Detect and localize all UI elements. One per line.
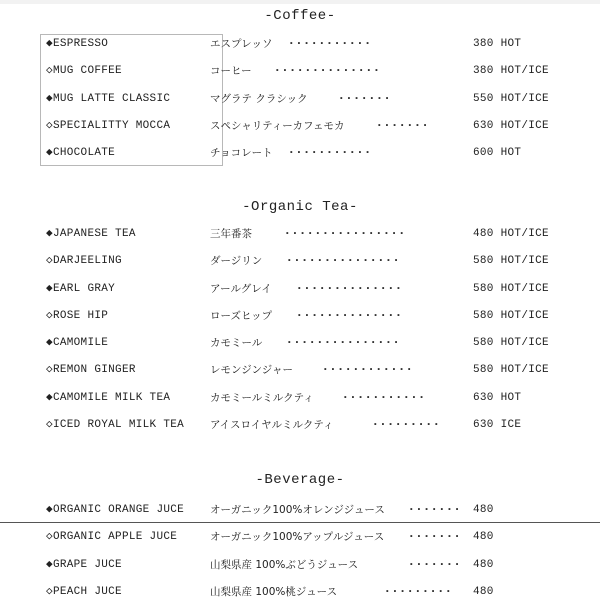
leader-dots: ··········· — [288, 146, 372, 159]
item-price: 630 HOT — [473, 392, 522, 404]
item-price: 600 HOT — [473, 147, 522, 159]
leader-dots: ················ — [284, 227, 406, 240]
leader-dots: ········· — [384, 585, 453, 598]
leader-dots: ······· — [408, 530, 462, 543]
item-name-jp: 山梨県産 100%ぶどうジュース — [210, 559, 359, 571]
menu-item-mug-coffee[interactable] — [46, 62, 586, 80]
menu-item-chocolate[interactable] — [46, 144, 586, 162]
item-name-jp: チョコレート — [210, 147, 273, 159]
item-name-jp: オーガニック100%オレンジジュース — [210, 504, 385, 516]
item-price: 630 HOT/ICE — [473, 120, 549, 132]
item-name-jp: カモミールミルクティ — [210, 392, 314, 404]
item-name-en: ◇ORGANIC APPLE JUCE — [46, 531, 178, 543]
item-name-en: ◇MUG COFFEE — [46, 65, 122, 77]
section-title-beverage: -Beverage- — [255, 472, 345, 488]
item-name-jp: 三年番茶 — [210, 228, 252, 240]
item-name-jp: オーガニック100%アップルジュース — [210, 531, 385, 543]
leader-dots: ······· — [338, 92, 392, 105]
item-name-jp: スペシャリティーカフェモカ — [210, 120, 345, 132]
item-name-jp: レモンジンジャー — [210, 364, 294, 376]
item-price: 480 — [473, 559, 494, 571]
item-price: 380 HOT — [473, 38, 522, 50]
item-name-en: ◆CAMOMILE — [46, 337, 109, 349]
item-price: 380 HOT/ICE — [473, 65, 549, 77]
item-name-en: ◆CHOCOLATE — [46, 147, 116, 159]
section-title-organic-tea: -Organic Tea- — [242, 199, 358, 215]
item-name-en: ◆ORGANIC ORANGE JUCE — [46, 504, 185, 516]
item-name-jp: エスプレッソ — [210, 38, 273, 50]
leader-dots: ········· — [372, 418, 441, 431]
item-price: 550 HOT/ICE — [473, 93, 549, 105]
menu-item-rose-hip[interactable] — [46, 307, 586, 325]
leader-dots: ·············· — [274, 64, 381, 77]
item-name-en: ◇PEACH JUCE — [46, 586, 122, 598]
item-price: 580 HOT/ICE — [473, 255, 549, 267]
item-price: 480 — [473, 504, 494, 516]
item-name-jp: アイスロイヤルミルクティ — [210, 419, 334, 431]
divider-line — [0, 522, 600, 523]
menu-item-earl-gray[interactable] — [46, 280, 586, 298]
leader-dots: ··········· — [288, 37, 372, 50]
item-name-en: ◇REMON GINGER — [46, 364, 136, 376]
menu-item-organic-orange-juce[interactable] — [46, 501, 586, 519]
menu-item-organic-apple-juce[interactable] — [46, 528, 586, 546]
leader-dots: ·············· — [296, 309, 403, 322]
menu-item-peach-juce[interactable] — [46, 583, 586, 601]
item-name-jp: マグラテ クラシック — [210, 93, 308, 105]
leader-dots: ··············· — [286, 336, 401, 349]
top-edge — [0, 0, 600, 4]
item-name-en: ◆EARL GRAY — [46, 283, 116, 295]
item-price: 630 ICE — [473, 419, 522, 431]
menu-item-speciality-mocca[interactable] — [46, 117, 586, 135]
item-price: 480 — [473, 531, 494, 543]
item-name-jp: カモミール — [210, 337, 263, 349]
item-name-jp: アールグレイ — [210, 283, 272, 295]
leader-dots: ·············· — [296, 282, 403, 295]
item-name-jp: ダージリン — [210, 255, 263, 267]
item-name-en: ◇DARJEELING — [46, 255, 122, 267]
item-name-en: ◆CAMOMILE MILK TEA — [46, 392, 171, 404]
item-name-en: ◇ICED ROYAL MILK TEA — [46, 419, 185, 431]
menu-item-camomile-milk-tea[interactable] — [46, 389, 586, 407]
menu-item-espresso[interactable] — [46, 35, 586, 53]
item-name-en: ◇ROSE HIP — [46, 310, 109, 322]
menu-item-japanese-tea[interactable] — [46, 225, 586, 243]
leader-dots: ······· — [408, 558, 462, 571]
item-price: 480 — [473, 586, 494, 598]
menu-item-camomile[interactable] — [46, 334, 586, 352]
menu-item-remon-ginger[interactable] — [46, 361, 586, 379]
item-name-jp: 山梨県産 100%桃ジュース — [210, 586, 338, 598]
item-name-jp: ローズヒップ — [210, 310, 273, 322]
leader-dots: ··············· — [286, 254, 401, 267]
menu-item-mug-latte-classic[interactable] — [46, 90, 586, 108]
item-name-en: ◆ESPRESSO — [46, 38, 109, 50]
item-name-en: ◆GRAPE JUCE — [46, 559, 122, 571]
menu-item-grape-juce[interactable] — [46, 556, 586, 574]
item-name-jp: コーヒー — [210, 65, 252, 77]
item-name-en: ◇SPECIALITTY MOCCA — [46, 120, 171, 132]
item-price: 580 HOT/ICE — [473, 310, 549, 322]
leader-dots: ······· — [408, 503, 462, 516]
menu-item-darjeeling[interactable] — [46, 252, 586, 270]
item-price: 580 HOT/ICE — [473, 283, 549, 295]
leader-dots: ··········· — [342, 391, 426, 404]
item-price: 480 HOT/ICE — [473, 228, 549, 240]
leader-dots: ············ — [322, 363, 414, 376]
menu-item-iced-royal-milk-tea[interactable] — [46, 416, 586, 434]
item-price: 580 HOT/ICE — [473, 337, 549, 349]
leader-dots: ······· — [376, 119, 430, 132]
item-price: 580 HOT/ICE — [473, 364, 549, 376]
item-name-en: ◆JAPANESE TEA — [46, 228, 136, 240]
item-name-en: ◆MUG LATTE CLASSIC — [46, 93, 171, 105]
section-title-coffee: -Coffee- — [264, 8, 336, 24]
